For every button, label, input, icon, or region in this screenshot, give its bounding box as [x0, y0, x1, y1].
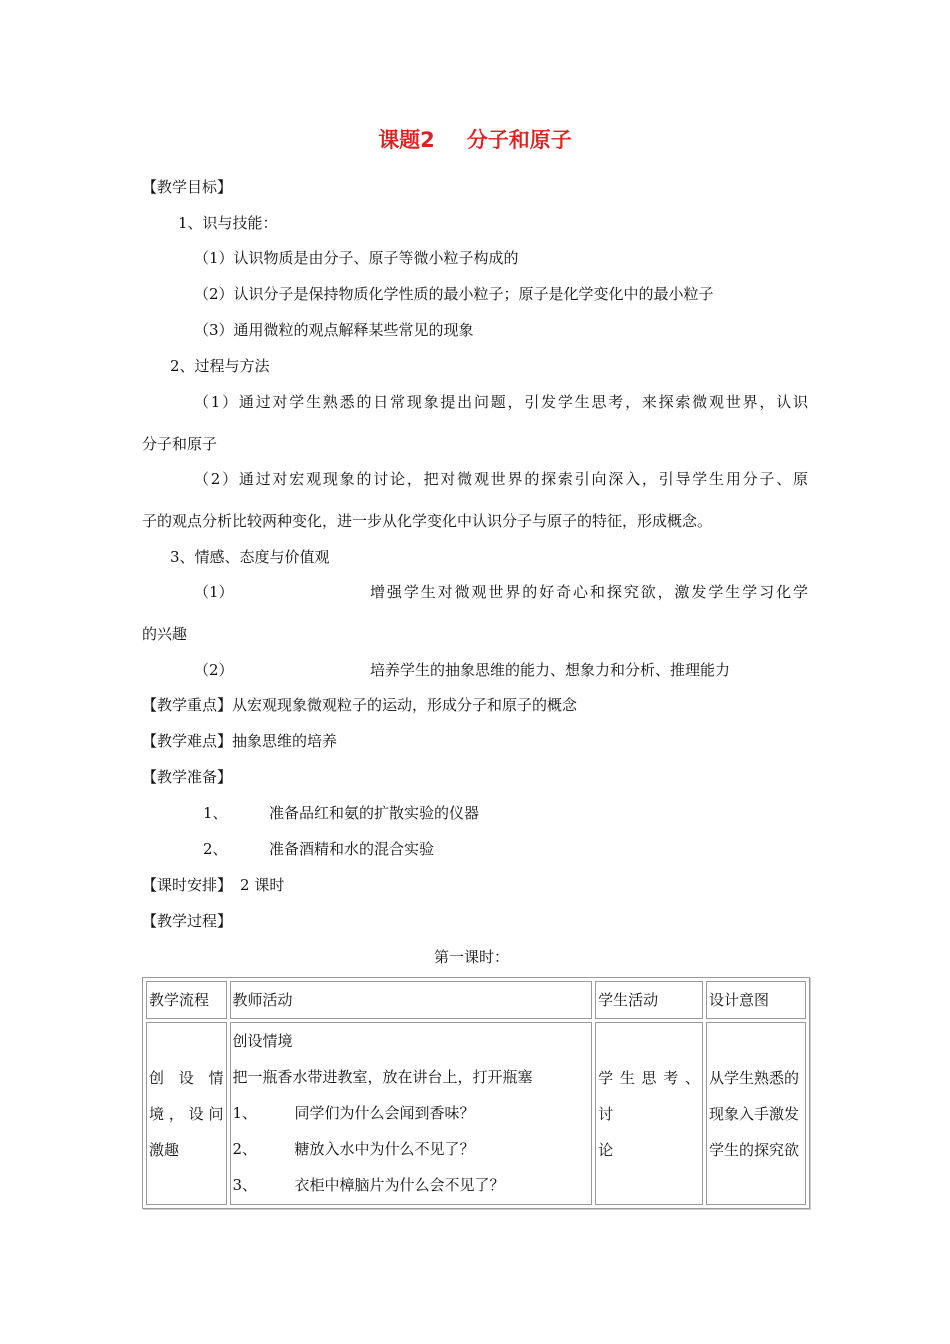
intent-line-2: 现象入手激发 — [708, 1104, 799, 1123]
schedule — [142, 874, 284, 895]
question-2-text: 糖放入水中为什么不见了？ — [294, 1140, 475, 1158]
preparation-item-1-text: 准备品红和氨的扩散实验的仪器 — [269, 804, 480, 822]
header-intent: 设计意图 — [706, 981, 806, 1019]
knowledge-item-1: （1）认识物质是由分子、原子等微小粒子构成的 — [194, 249, 519, 267]
lesson-number: 课题2 — [378, 128, 435, 152]
key-point — [142, 694, 577, 715]
knowledge-heading: 1、识与技能： — [178, 214, 278, 232]
preparation-heading: 【教学准备】 — [142, 768, 233, 786]
student-cell — [595, 1022, 703, 1205]
flow-cell — [146, 1022, 227, 1205]
question-1-text: 同学们为什么会闻到香味？ — [294, 1104, 475, 1122]
table-row — [146, 1022, 806, 1205]
teacher-line-1: 创设情境 — [232, 1032, 293, 1050]
flow-line-1: 创 设 情 — [149, 1068, 224, 1087]
process-item-2-line-1: （2）通过对宏观现象的讨论，把对微观世界的探索引向深入，引导学生用分子、原 — [194, 470, 808, 488]
emotion-item-1-continuation: 的兴趣 — [142, 625, 188, 643]
emotion-item-1-text: 增强学生对微观世界的好奇心和探究欲，激发学生学习化学 — [370, 583, 808, 601]
preparation-item-2-text: 准备酒精和水的混合实验 — [269, 840, 435, 858]
emotion-heading: 3、情感、态度与价值观 — [170, 548, 330, 566]
knowledge-item-3: （3）通用微粒的观点解释某些常见的现象 — [194, 321, 474, 339]
schedule-label: 【课时安排】 — [142, 876, 233, 894]
knowledge-item-2: （2）认识分子是保持物质化学性质的最小粒子；原子是化学变化中的最小粒子 — [194, 285, 714, 303]
preparation-item-1-number: 1、 — [203, 804, 228, 822]
header-teacher: 教师活动 — [230, 981, 593, 1019]
process-heading: 2、过程与方法 — [170, 357, 270, 375]
objectives-heading: 【教学目标】 — [142, 178, 233, 196]
header-flow: 教学流程 — [146, 981, 227, 1019]
process-item-1-line-1: （1）通过对学生熟悉的日常现象提出问题，引发学生思考，来探索微观世界，认识 — [194, 393, 808, 411]
intent-line-3: 学生的探究欲 — [708, 1140, 799, 1159]
process-section-heading: 【教学过程】 — [142, 912, 233, 930]
lesson-plan-table — [142, 977, 810, 1209]
question-3-text: 衣柜中樟脑片为什么会不见了？ — [294, 1176, 505, 1194]
schedule-text: 2 课时 — [240, 876, 285, 894]
question-3-number: 3、 — [232, 1176, 258, 1194]
intent-cell — [706, 1022, 806, 1205]
emotion-item-1-number: （1） — [194, 583, 234, 601]
page-title — [0, 124, 950, 154]
teacher-question-1 — [233, 1095, 590, 1131]
flow-line-3: 激趣 — [149, 1140, 180, 1159]
process-item-2-line-2: 子的观点分析比较两种变化，进一步从化学变化中认识分子与原子的特征，形成概念。 — [142, 512, 713, 530]
intent-line-1: 从学生熟悉的 — [708, 1068, 799, 1087]
teacher-question-2 — [233, 1131, 590, 1167]
teacher-cell — [230, 1022, 593, 1205]
emotion-item-2-text: 培养学生的抽象思维的能力、想象力和分析、推理能力 — [370, 661, 731, 679]
difficulty-label: 【教学难点】 — [142, 732, 233, 750]
difficulty-text: 抽象思维的培养 — [232, 732, 338, 750]
preparation-item-2-number: 2、 — [203, 840, 228, 858]
key-point-text: 从宏观现象微观粒子的运动，形成分子和原子的概念 — [232, 696, 578, 714]
key-point-label: 【教学重点】 — [142, 696, 233, 714]
student-line-2: 论 — [598, 1140, 614, 1159]
header-student: 学生活动 — [595, 981, 703, 1019]
question-1-number: 1、 — [232, 1104, 258, 1122]
process-item-1-line-2: 分子和原子 — [142, 435, 218, 453]
student-line-1: 学 生 思 考 、 讨 — [598, 1068, 700, 1123]
teacher-question-3 — [233, 1167, 590, 1203]
difficulty — [142, 730, 337, 751]
lesson-topic: 分子和原子 — [466, 128, 572, 152]
table-header-row — [146, 981, 806, 1019]
emotion-item-2-number: （2） — [194, 661, 234, 679]
flow-line-2: 境 ， 设 问 — [149, 1104, 224, 1123]
teacher-line-2: 把一瓶香水带进教室，放在讲台上，打开瓶塞 — [232, 1068, 533, 1086]
question-2-number: 2、 — [232, 1140, 258, 1158]
first-period-label: 第一课时： — [434, 948, 510, 966]
